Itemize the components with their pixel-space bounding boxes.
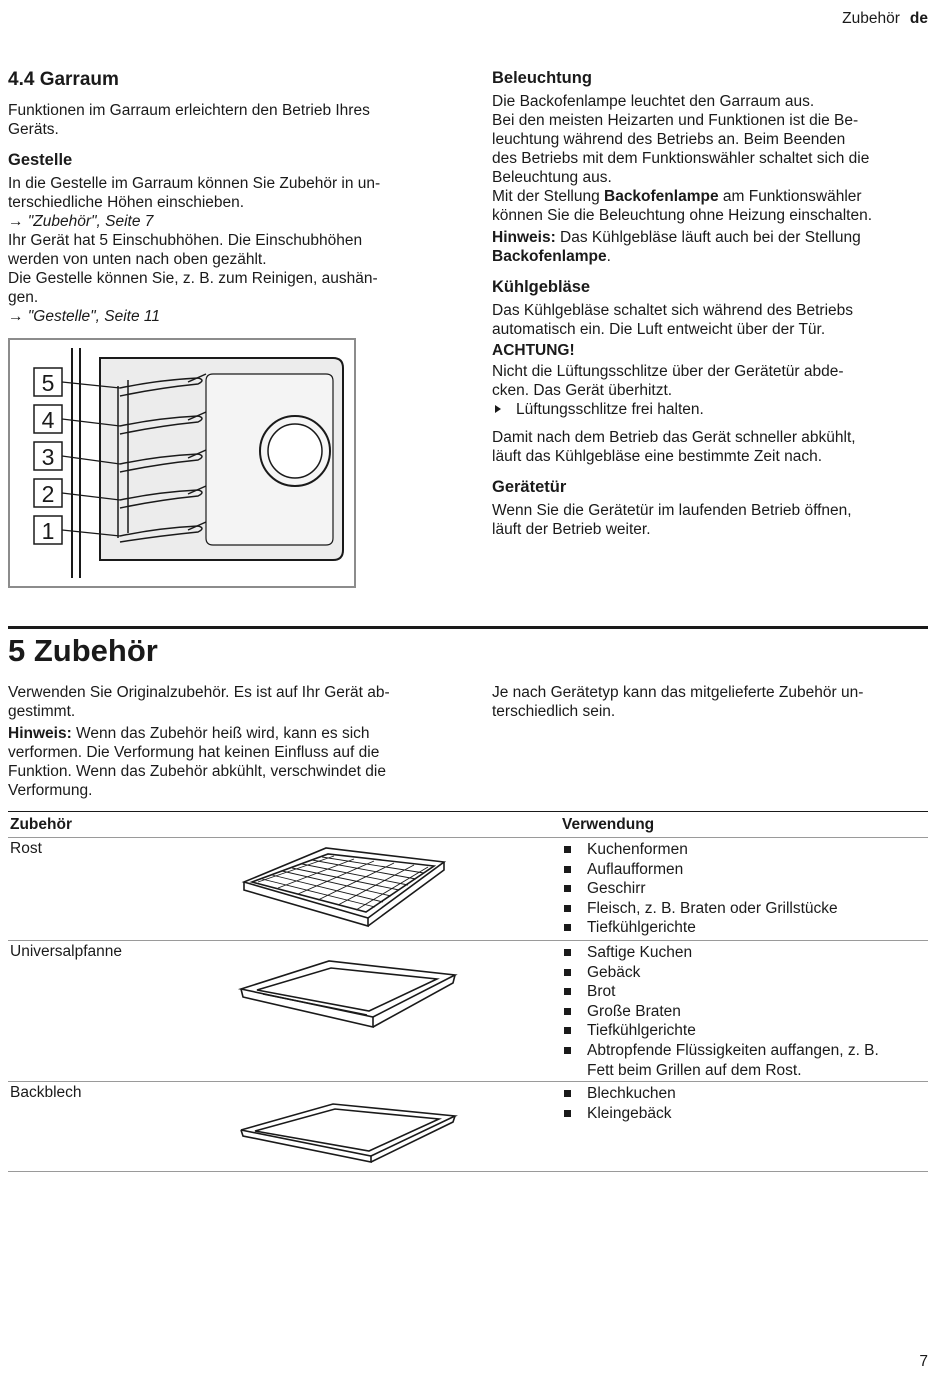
page-number: 7 (919, 1353, 928, 1370)
heading-geraetetuer: Gerätetür (492, 478, 567, 496)
text-line: Beleuchtung aus. (492, 169, 612, 186)
hint-label: Hinweis: (8, 725, 72, 742)
text-line: werden von unten nach oben gezählt. (8, 251, 267, 268)
header-section: Zubehör (842, 10, 900, 27)
section-title-garraum: 4.4 Garraum (8, 69, 119, 90)
warning-label: ACHTUNG! (492, 342, 575, 359)
list-item: Brot (560, 982, 930, 1002)
text-line (492, 247, 932, 266)
section-divider (8, 626, 928, 629)
header-language: de (909, 10, 928, 27)
text-line: Ihr Gerät hat 5 Einschubhöhen. Die Einschubhöhen (8, 232, 363, 249)
zubehoer-intro-left (8, 683, 468, 800)
list-item: Große Braten (560, 1002, 930, 1022)
geraetetuer-text (492, 501, 932, 539)
list-item: Gebäck (560, 963, 930, 983)
kuehlgeblaese-text (492, 301, 932, 466)
text-span: Mit der Stellung (492, 188, 604, 205)
zubehoer-intro-right (492, 683, 932, 721)
table-bottom-rule (8, 1171, 928, 1172)
text-line: können Sie die Beleuchtung ohne Heizung einschalten. (492, 207, 873, 224)
list-item: Saftige Kuchen (560, 943, 930, 963)
text-span: am Funktionswähler (718, 188, 862, 205)
accessory-name-universalpfanne: Universalpfanne (10, 943, 123, 960)
text-line: cken. Das Gerät überhitzt. (492, 382, 673, 399)
text-span: Abtropfende Flüssigkeiten auffangen, z. B. (587, 1041, 879, 1059)
table-header-rule (8, 837, 928, 838)
shelf-level-label: 4 (41, 407, 55, 433)
text-line: Die Gestelle können Sie, z. B. zum Reinigen, aushän- (8, 270, 378, 287)
text-line: In die Gestelle im Garraum können Sie Zubehör in un- (8, 175, 381, 192)
heading-kuehlgeblaese: Kühlgebläse (492, 278, 591, 296)
text-line: terschiedliche Höhen einschieben. (8, 194, 245, 211)
garraum-intro (8, 101, 468, 139)
shelf-level-label: 5 (41, 370, 55, 396)
text-span: Fett beim Grillen auf dem Rost. (587, 1061, 802, 1079)
gestelle-text (8, 174, 468, 326)
text-span: Das Kühlgebläse läuft auch bei der Stellung (555, 229, 861, 246)
action-step: Lüftungsschlitze frei halten. (492, 400, 932, 419)
text-line: verformen. Die Verformung hat keinen Einfluss auf die (8, 744, 380, 761)
list-item: Auflaufformen (560, 860, 930, 880)
text-line: Funktion. Wenn das Zubehör abkühlt, verschwindet die (8, 763, 386, 780)
accessory-name-rost: Rost (10, 840, 42, 857)
text-span: Wenn das Zubehör heiß wird, kann es sich (71, 725, 370, 742)
text-line: automatisch ein. Die Luft entweicht über der Tür. (492, 321, 826, 338)
text-line (492, 187, 932, 206)
hint-line (8, 724, 468, 743)
bold-term: Backofenlampe (604, 188, 719, 205)
text-line: Damit nach dem Betrieb das Gerät schneller abkühlt, (492, 429, 856, 446)
list-item: Kleingebäck (560, 1104, 930, 1124)
text-line: Nicht die Lüftungsschlitze über der Gerätetür abde- (492, 363, 844, 380)
list-item: Geschirr (560, 879, 930, 899)
shelf-level-label: 3 (41, 444, 55, 470)
text-line: Je nach Gerätetyp kann das mitgelieferte Zubehör un- (492, 684, 864, 701)
baking-tray-icon (233, 1098, 463, 1168)
shelf-level-label: 1 (41, 518, 55, 544)
list-item: Blechkuchen (560, 1084, 930, 1104)
text-line: Die Backofenlampe leuchtet den Garraum aus. (492, 93, 815, 110)
text-line: Geräts. (8, 121, 59, 138)
table-top-rule (8, 811, 928, 812)
text-span: . (606, 248, 611, 265)
oven-rack-icon (238, 840, 458, 930)
table-row-rule (8, 1081, 928, 1082)
heading-gestelle: Gestelle (8, 151, 73, 169)
table-header-verwendung: Verwendung (562, 816, 655, 833)
text-line: Funktionen im Garraum erleichtern den Betrieb Ihres (8, 102, 370, 119)
list-item: Fleisch, z. B. Braten oder Grillstücke (560, 899, 930, 919)
text-line: gen. (8, 289, 39, 306)
text-line: läuft das Kühlgebläse eine bestimmte Zeit nach. (492, 448, 822, 465)
chapter-title-zubehoer: 5 Zubehör (8, 633, 158, 668)
heading-beleuchtung: Beleuchtung (492, 69, 592, 87)
running-header (842, 10, 928, 28)
uses-list-universalpfanne (560, 943, 930, 1080)
hint-line (492, 228, 932, 247)
text-line: leuchtung während des Betriebs an. Beim Beenden (492, 131, 846, 148)
text-line: gestimmt. (8, 703, 76, 720)
text-line: terschiedlich sein. (492, 703, 616, 720)
hint-label: Hinweis: (492, 229, 556, 246)
text-line: Das Kühlgebläse schaltet sich während des Betriebs (492, 302, 854, 319)
table-header-zubehoer: Zubehör (10, 816, 72, 833)
list-item: Tiefkühlgerichte (560, 918, 930, 938)
text-line: Wenn Sie die Gerätetür im laufenden Betrieb öffnen, (492, 502, 852, 519)
list-item (560, 1041, 930, 1080)
cross-reference-link[interactable]: → "Zubehör", Seite 7 (8, 213, 154, 230)
text-line: Bei den meisten Heizarten und Funktionen ist die Be- (492, 112, 859, 129)
uses-list-rost (560, 840, 930, 938)
table-row-rule (8, 940, 928, 941)
list-item: Kuchenformen (560, 840, 930, 860)
text-line: Verformung. (8, 782, 93, 799)
shelf-level-label: 2 (41, 481, 55, 507)
uses-list-backblech (560, 1084, 930, 1123)
beleuchtung-text (492, 92, 932, 266)
oven-shelf-levels-figure (8, 338, 358, 590)
accessory-name-backblech: Backblech (10, 1084, 82, 1101)
text-line: läuft der Betrieb weiter. (492, 521, 651, 538)
bold-term: Backofenlampe (492, 248, 607, 265)
text-line: des Betriebs mit dem Funktionswähler schaltet sich die (492, 150, 870, 167)
list-item: Tiefkühlgerichte (560, 1021, 930, 1041)
text-line: Verwenden Sie Originalzubehör. Es ist auf Ihr Gerät ab- (8, 684, 390, 701)
universal-pan-icon (233, 955, 463, 1031)
cross-reference-link[interactable]: → "Gestelle", Seite 11 (8, 308, 161, 325)
